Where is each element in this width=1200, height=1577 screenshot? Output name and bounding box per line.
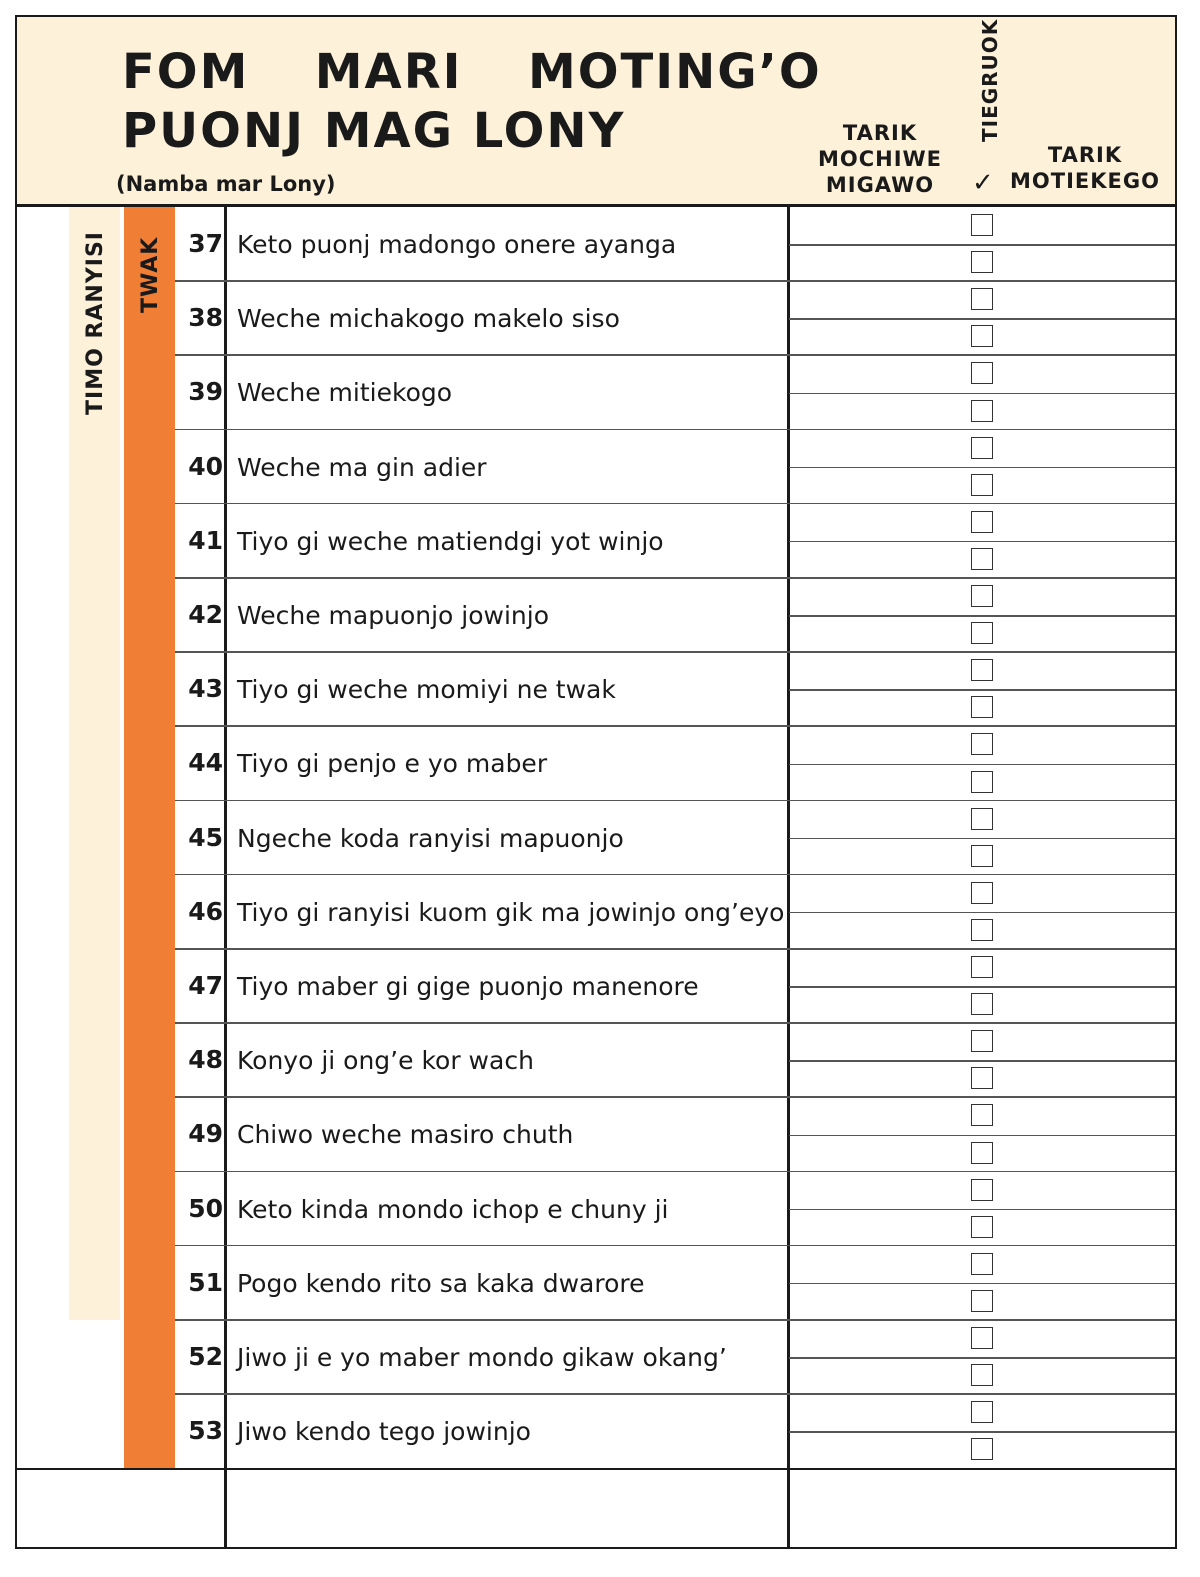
tiegruok-checkbox[interactable] bbox=[971, 1067, 993, 1089]
lesson-number: 46 bbox=[188, 896, 223, 926]
tiegruok-checkbox[interactable] bbox=[971, 733, 993, 755]
lesson-number: 41 bbox=[188, 525, 223, 555]
lesson-row bbox=[175, 1097, 787, 1171]
tiegruok-checkbox[interactable] bbox=[971, 1327, 993, 1349]
lesson-number: 38 bbox=[188, 303, 223, 333]
tiegruok-checkbox[interactable] bbox=[971, 919, 993, 941]
tiegruok-checkbox[interactable] bbox=[971, 548, 993, 570]
lesson-number: 45 bbox=[188, 822, 223, 852]
column-header-motiekego bbox=[1010, 142, 1160, 194]
subrow-divider bbox=[789, 912, 1175, 914]
text-column-divider bbox=[787, 206, 790, 1549]
lesson-number: 43 bbox=[188, 674, 223, 704]
lesson-row bbox=[175, 1320, 787, 1394]
lesson-number: 53 bbox=[188, 1416, 223, 1446]
lesson-title: Tiyo gi penjo e yo maber bbox=[237, 749, 548, 779]
form-title-line2: PUONJ MAG LONY bbox=[122, 103, 626, 159]
form-title-line1: FOM MARI MOTING’O bbox=[122, 44, 822, 100]
lesson-row bbox=[175, 801, 787, 875]
check-mark-icon: ✓ bbox=[972, 168, 994, 198]
lesson-title: Keto puonj madongo onere ayanga bbox=[237, 230, 677, 259]
column-header-migawo-line1: TARIK bbox=[842, 121, 918, 145]
lesson-number: 50 bbox=[188, 1193, 223, 1223]
lesson-number: 49 bbox=[188, 1119, 223, 1149]
subrow-divider bbox=[789, 1431, 1175, 1433]
tiegruok-checkbox[interactable] bbox=[971, 1104, 993, 1126]
tiegruok-checkbox[interactable] bbox=[971, 1253, 993, 1275]
lesson-title: Jiwo kendo tego jowinjo bbox=[237, 1417, 531, 1447]
twak-band bbox=[124, 207, 175, 1469]
tiegruok-checkbox[interactable] bbox=[971, 1142, 993, 1164]
subrow-divider bbox=[789, 689, 1175, 691]
lesson-number: 47 bbox=[188, 971, 223, 1000]
subrow-divider bbox=[789, 986, 1175, 988]
lesson-title: Weche mitiekogo bbox=[237, 378, 453, 408]
tiegruok-checkbox[interactable] bbox=[971, 808, 993, 830]
tiegruok-checkbox[interactable] bbox=[971, 845, 993, 867]
column-header-migawo bbox=[800, 120, 960, 198]
tiegruok-checkbox[interactable] bbox=[971, 622, 993, 644]
lesson-row bbox=[175, 1172, 787, 1246]
lesson-row bbox=[175, 949, 787, 1023]
tiegruok-checkbox[interactable] bbox=[971, 511, 993, 533]
column-header-motiekego-line2: MOTIEKEGO bbox=[1010, 169, 1160, 193]
lesson-row bbox=[175, 281, 787, 355]
lesson-row bbox=[175, 207, 787, 281]
tiegruok-checkbox[interactable] bbox=[971, 585, 993, 607]
tiegruok-checkbox[interactable] bbox=[971, 1401, 993, 1423]
tiegruok-checkbox[interactable] bbox=[971, 696, 993, 718]
tiegruok-checkbox[interactable] bbox=[971, 474, 993, 496]
tiegruok-checkbox[interactable] bbox=[971, 251, 993, 273]
lesson-title: Tiyo gi ranyisi kuom gik ma jowinjo ong’eyo bbox=[237, 897, 785, 927]
lesson-title: Keto kinda mondo ichop e chuny ji bbox=[237, 1194, 669, 1224]
lesson-title: Weche mapuonjo jowinjo bbox=[237, 601, 549, 630]
column-header-motiekego-line1: TARIK bbox=[1047, 143, 1123, 167]
subrow-divider bbox=[789, 541, 1175, 543]
tiegruok-checkbox[interactable] bbox=[971, 437, 993, 459]
lesson-title: Tiyo gi weche matiendgi yot winjo bbox=[237, 526, 664, 556]
lesson-row bbox=[175, 430, 787, 504]
timo-ranyisi-label: TIMO RANYISI bbox=[83, 231, 108, 415]
tiegruok-checkbox[interactable] bbox=[971, 288, 993, 310]
tiegruok-checkbox[interactable] bbox=[971, 993, 993, 1015]
lesson-number: 52 bbox=[188, 1342, 223, 1371]
tiegruok-checkbox[interactable] bbox=[971, 1179, 993, 1201]
tiegruok-checkbox[interactable] bbox=[971, 1438, 993, 1460]
lesson-title: Weche michakogo makelo siso bbox=[237, 304, 620, 334]
lesson-number: 40 bbox=[188, 451, 223, 481]
lesson-title: Tiyo gi weche momiyi ne twak bbox=[237, 675, 616, 705]
lesson-number: 44 bbox=[188, 748, 223, 778]
table-bottom-divider bbox=[15, 1468, 1177, 1470]
subrow-divider bbox=[789, 393, 1175, 395]
subrow-divider bbox=[789, 318, 1175, 320]
subrow-divider bbox=[789, 1357, 1175, 1359]
subrow-divider bbox=[789, 244, 1175, 246]
tiegruok-checkbox[interactable] bbox=[971, 1364, 993, 1386]
subrow-divider bbox=[789, 1135, 1175, 1137]
tiegruok-checkbox[interactable] bbox=[971, 214, 993, 236]
tiegruok-checkbox[interactable] bbox=[971, 1216, 993, 1238]
lesson-title: Pogo kendo rito sa kaka dwarore bbox=[237, 1268, 645, 1298]
lesson-number: 42 bbox=[188, 600, 223, 629]
lesson-row bbox=[175, 1394, 787, 1468]
twak-label: TWAK bbox=[138, 236, 163, 313]
tiegruok-checkbox[interactable] bbox=[971, 882, 993, 904]
lesson-number: 39 bbox=[188, 377, 223, 407]
lesson-row bbox=[175, 1023, 787, 1097]
subrow-divider bbox=[789, 1209, 1175, 1211]
lesson-row bbox=[175, 578, 787, 652]
lesson-title: Jiwo ji e yo maber mondo gikaw okang’ bbox=[237, 1343, 727, 1372]
subrow-divider bbox=[789, 467, 1175, 469]
lesson-title: Tiyo maber gi gige puonjo manenore bbox=[237, 972, 699, 1001]
lesson-title: Konyo ji ong’e kor wach bbox=[237, 1046, 534, 1076]
column-header-migawo-line3: MIGAWO bbox=[825, 173, 935, 197]
lesson-row bbox=[175, 504, 787, 578]
tiegruok-checkbox[interactable] bbox=[971, 325, 993, 347]
subrow-divider bbox=[789, 615, 1175, 617]
lesson-number: 51 bbox=[188, 1267, 223, 1297]
subrow-divider bbox=[789, 1283, 1175, 1285]
lesson-row bbox=[175, 355, 787, 429]
lesson-row bbox=[175, 726, 787, 800]
tiegruok-checkbox[interactable] bbox=[971, 400, 993, 422]
lesson-title: Chiwo weche masiro chuth bbox=[237, 1120, 574, 1150]
lesson-number: 48 bbox=[188, 1045, 223, 1075]
tiegruok-checkbox[interactable] bbox=[971, 771, 993, 793]
tiegruok-checkbox[interactable] bbox=[971, 1030, 993, 1052]
lesson-title: Weche ma gin adier bbox=[237, 452, 487, 482]
lesson-number: 37 bbox=[188, 229, 223, 258]
lesson-title: Ngeche koda ranyisi mapuonjo bbox=[237, 823, 624, 853]
subrow-divider bbox=[789, 764, 1175, 766]
lesson-row bbox=[175, 875, 787, 949]
tiegruok-checkbox[interactable] bbox=[971, 362, 993, 384]
column-header-tiegruok: TIEGRUOK bbox=[978, 18, 1002, 142]
tiegruok-checkbox[interactable] bbox=[971, 659, 993, 681]
lesson-row bbox=[175, 652, 787, 726]
column-header-migawo-line2: MOCHIWE bbox=[817, 147, 943, 171]
lesson-row bbox=[175, 1246, 787, 1320]
subrow-divider bbox=[789, 838, 1175, 840]
tiegruok-checkbox[interactable] bbox=[971, 1290, 993, 1312]
tiegruok-checkbox[interactable] bbox=[971, 956, 993, 978]
form-subtitle: (Namba mar Lony) bbox=[116, 172, 336, 196]
subrow-divider bbox=[789, 1060, 1175, 1062]
